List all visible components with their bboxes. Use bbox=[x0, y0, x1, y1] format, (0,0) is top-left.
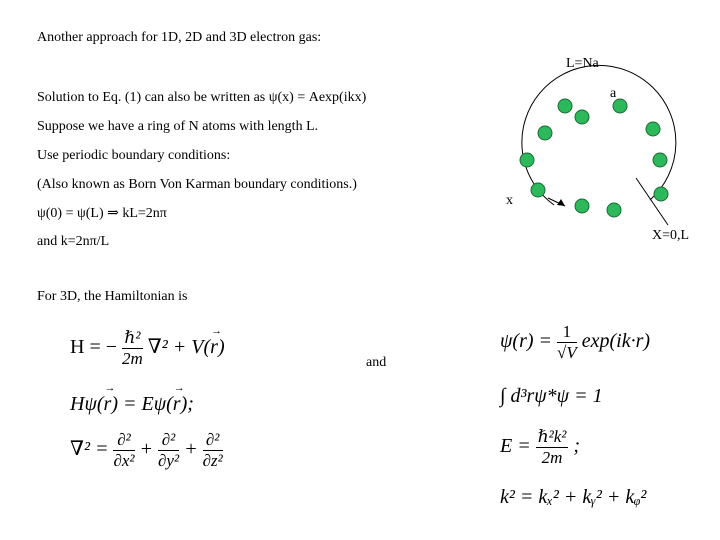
atom-node bbox=[520, 153, 534, 167]
atom-node bbox=[646, 122, 660, 136]
slide-title: Another approach for 1D, 2D and 3D electron gas: bbox=[37, 30, 322, 45]
schrodinger-equation: Hψ(→ r) = Eψ(→ r); bbox=[70, 393, 194, 416]
atom-node bbox=[654, 187, 668, 201]
position-label: x bbox=[506, 193, 513, 208]
solution-line: Solution to Eq. (1) can also be written as ψ(x) = Aexp(ikx) bbox=[37, 90, 367, 105]
spacing-label: a bbox=[610, 86, 617, 101]
born-line: (Also known as Born Von Karman boundary conditions.) bbox=[37, 177, 357, 192]
origin-label: X=0,L bbox=[652, 228, 690, 243]
boundary-condition-line: ψ(0) = ψ(L) ⇒ kL=2nπ bbox=[37, 206, 167, 221]
ring-line: Suppose we have a ring of N atoms with length L. bbox=[37, 119, 319, 134]
atom-node bbox=[575, 199, 589, 213]
atom-node bbox=[575, 110, 589, 124]
k-squared-equation: k² = kₓ² + kᵧ² + kᵩ² bbox=[500, 486, 647, 508]
and-text: and bbox=[366, 355, 387, 370]
atom-node bbox=[531, 183, 545, 197]
ring-length-label: L=Na bbox=[566, 56, 599, 71]
hamiltonian-equation: H = − $\frac{\text{ℏ²}}{2m}$ ∇² + V(→ r) bbox=[70, 328, 225, 369]
k-line: and k=2nπ/L bbox=[37, 234, 110, 249]
energy-equation: E = $\frac{\text{ℏ²k²}}{2m}$ ; bbox=[500, 427, 581, 467]
normalization-equation: ∫ d³rψ*ψ = 1 bbox=[500, 385, 603, 407]
atom-node bbox=[653, 153, 667, 167]
wavefunction-equation: ψ(r) = $\frac{1}{√V}$ exp(ik·r) bbox=[500, 322, 651, 362]
periodic-line: Use periodic boundary conditions: bbox=[37, 148, 231, 163]
atom-node bbox=[538, 126, 552, 140]
hamiltonian-line: For 3D, the Hamiltonian is bbox=[37, 289, 188, 304]
laplacian-equation: ∇² = $\frac{\text{∂²}}{\text{∂x²}}$ + $\frac{\text{∂²}}{\text{∂y²}}$ + $\frac{\text{∂²}}{\text{∂z²}}$ bbox=[70, 430, 223, 470]
atom-node bbox=[558, 99, 572, 113]
atom-node bbox=[607, 203, 621, 217]
